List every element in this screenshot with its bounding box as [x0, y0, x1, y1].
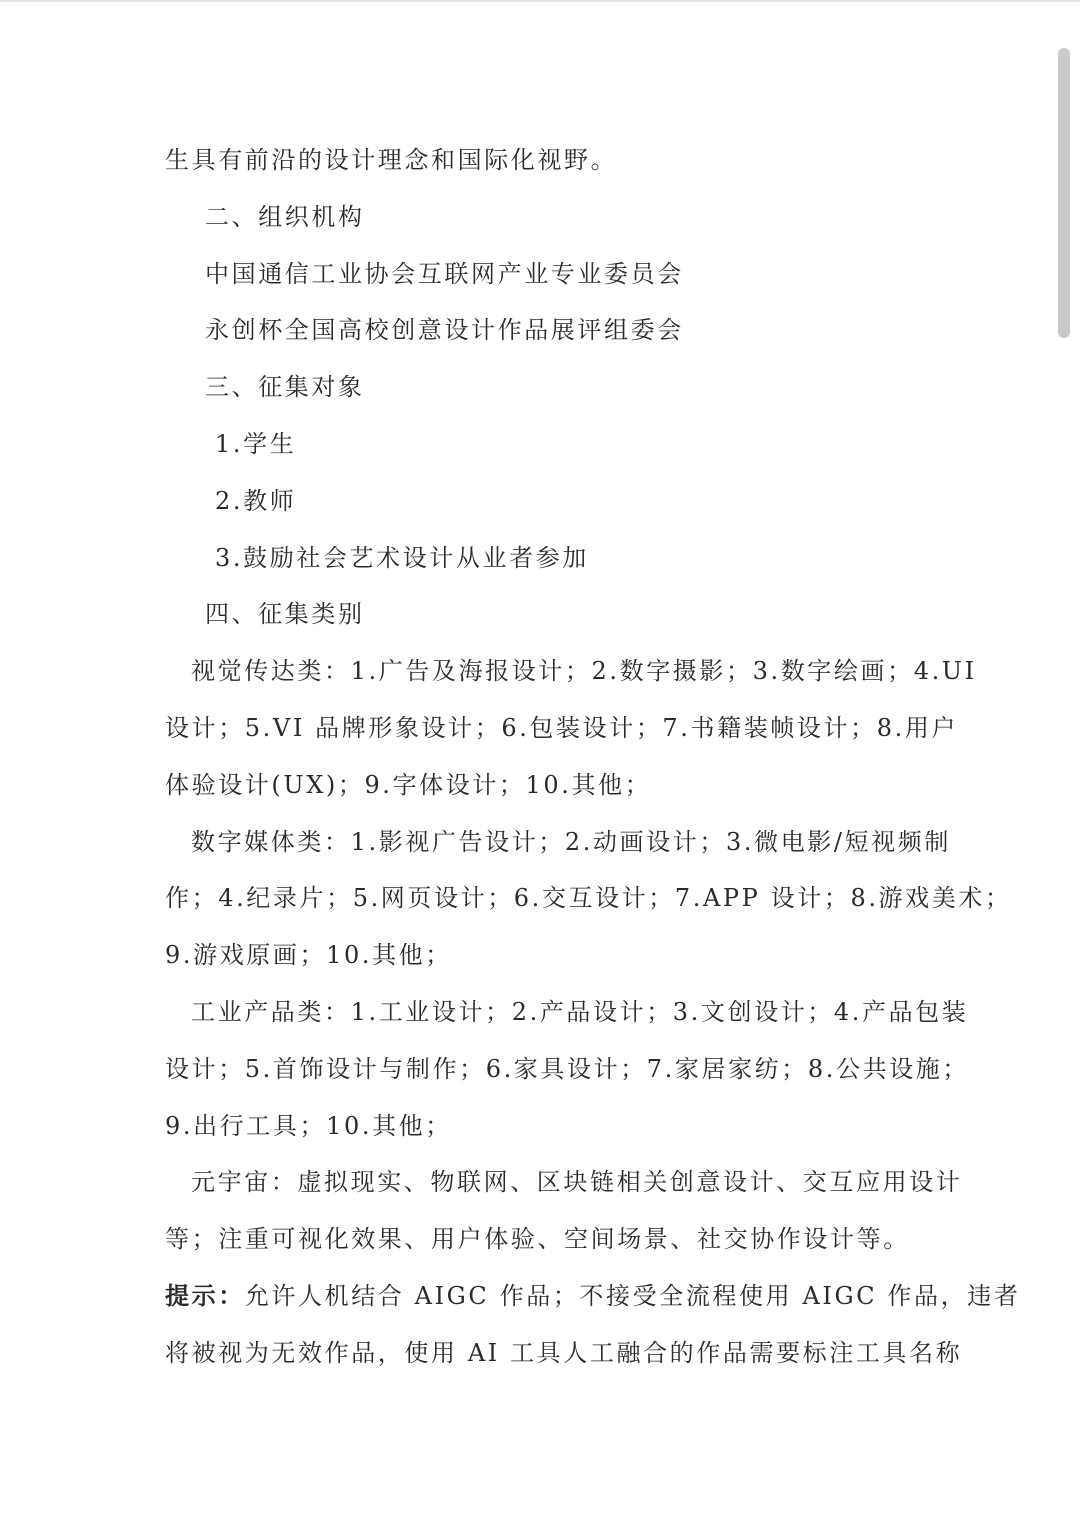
tip-line [165, 1268, 1021, 1325]
paragraph-line: 工业产品类：1.工业设计；2.产品设计；3.文创设计；4.产品包装 [191, 997, 969, 1026]
tip-label: 提示： [165, 1280, 245, 1310]
list-item: 1.学生 [215, 429, 297, 458]
organizer-line: 中国通信工业协会互联网产业专业委员会 [205, 259, 684, 288]
vertical-scrollbar[interactable] [1058, 44, 1070, 1504]
organizer-line: 永创杯全国高校创意设计作品展评组委会 [205, 316, 684, 345]
paragraph-line: 体验设计(UX)；9.字体设计；10.其他； [165, 770, 652, 799]
scrollbar-thumb[interactable] [1058, 48, 1070, 338]
paragraph-line: 9.游戏原画；10.其他； [165, 941, 452, 970]
paragraph-line: 生具有前沿的设计理念和国际化视野。 [165, 146, 618, 174]
paragraph-line: 等；注重可视化效果、用户体验、空间场景、社交协作设计等。 [165, 1225, 910, 1254]
tip-text: 允许人机结合 AIGC 作品；不接受全流程使用 AIGC 作品，违者 [244, 1281, 1021, 1310]
list-item: 2.教师 [215, 486, 297, 515]
paragraph-line: 数字媒体类：1.影视广告设计；2.动画设计；3.微电影/短视频制 [191, 827, 951, 856]
paragraph-line: 作；4.纪录片；5.网页设计；6.交互设计；7.APP 设计；8.游戏美术； [165, 884, 1012, 913]
paragraph-line: 设计；5.VI 品牌形象设计；6.包装设计；7.书籍装帧设计；8.用户 [165, 713, 959, 742]
page-top-border [0, 0, 1080, 2]
section-heading-category: 四、征集类别 [205, 600, 365, 629]
paragraph-line: 9.出行工具；10.其他； [165, 1111, 452, 1140]
paragraph-line: 视觉传达类：1.广告及海报设计；2.数字摄影；3.数字绘画；4.UI [191, 657, 977, 686]
paragraph-line: 将被视为无效作品，使用 AI 工具人工融合的作品需要标注工具名称 [165, 1338, 963, 1367]
paragraph-line: 元宇宙：虚拟现实、物联网、区块链相关创意设计、交互应用设计 [191, 1168, 963, 1197]
section-heading-target: 三、征集对象 [205, 373, 365, 402]
list-item: 3.鼓励社会艺术设计从业者参加 [215, 543, 589, 572]
section-heading-organization: 二、组织机构 [205, 202, 365, 231]
document-body [165, 132, 1021, 1382]
paragraph-line: 设计；5.首饰设计与制作；6.家具设计；7.家居家纺；8.公共设施； [165, 1054, 969, 1083]
